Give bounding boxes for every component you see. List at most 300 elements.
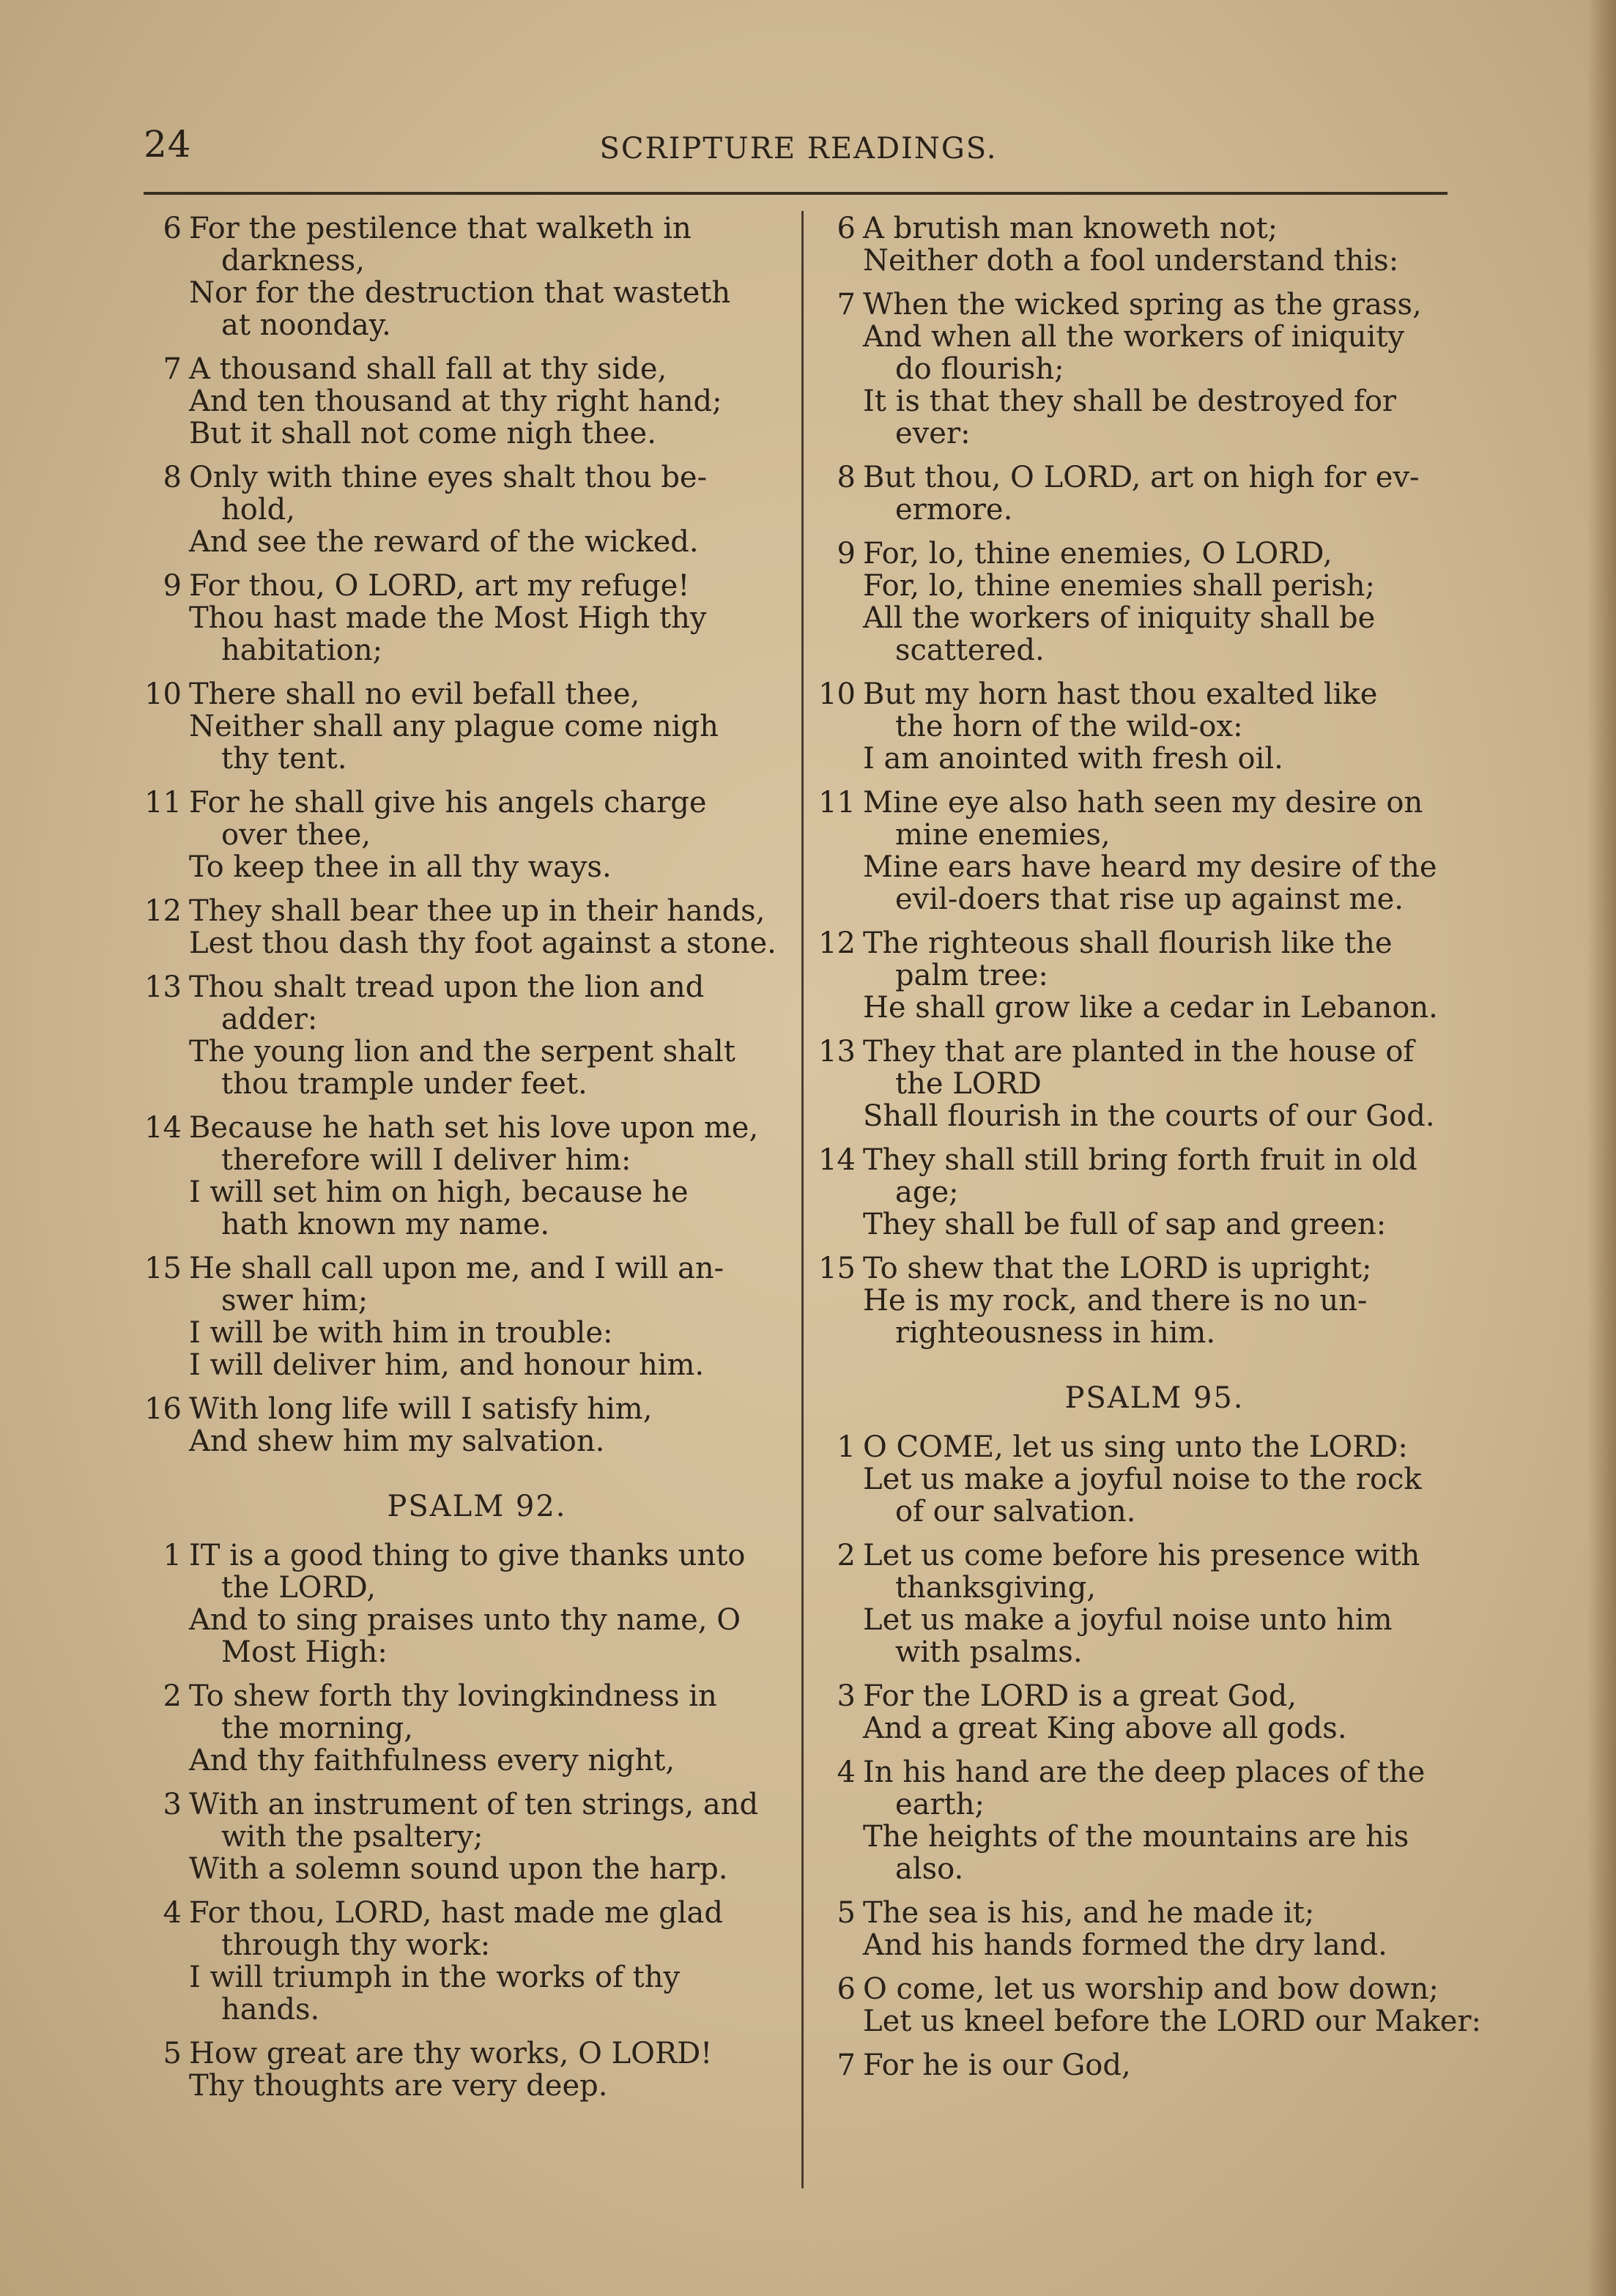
verse-text: thanksgiving, [895, 1571, 1097, 1605]
verse [818, 1972, 1482, 2038]
verse-text: For thou, O LORD, art my refuge! [189, 569, 690, 603]
verse-line [818, 538, 1462, 570]
verse-number: 3 [837, 1679, 856, 1713]
verse-line [818, 959, 1462, 992]
verse-number [818, 1068, 863, 1100]
psalm-heading: PSALM 92. [387, 1490, 567, 1523]
page-edge-shadow [1587, 0, 1616, 2296]
verse-number [818, 1821, 863, 1853]
verse-line [818, 2005, 1482, 2038]
verse-text: For he is our God, [863, 2048, 1131, 2082]
verse-number: 15 [818, 1252, 856, 1285]
verse-text: And shew him my salvation. [189, 1424, 605, 1458]
verse-number [144, 417, 189, 450]
page-number: 24 [144, 123, 192, 166]
verse-text: And when all the workers of iniquity [863, 320, 1404, 354]
verse-line [818, 1431, 1462, 1463]
verse-text: I will triumph in the works of thy [189, 1961, 681, 1994]
verse-number [818, 321, 863, 353]
verse-line [818, 1036, 1462, 1068]
verse-number [818, 1176, 863, 1208]
verse-line [144, 570, 781, 602]
verse-text: Thou shalt tread upon the lion and [189, 970, 705, 1004]
verse-number [144, 1636, 189, 1668]
verse-text: hath known my name. [221, 1208, 550, 1241]
verse-line [144, 1853, 781, 1885]
verse-text: They shall still bring forth fruit in old [863, 1143, 1417, 1177]
verse-text: They that are planted in the house of [863, 1035, 1415, 1069]
verse-text: the horn of the wild-ox: [895, 710, 1243, 743]
verse-number: 5 [837, 1896, 856, 1930]
verse-text: righteousness in him. [895, 1316, 1216, 1350]
verse-text: Shall flourish in the courts of our God. [863, 1099, 1435, 1133]
verse-text: Let us make a joyful noise to the rock [863, 1463, 1422, 1496]
verse [144, 1112, 781, 1241]
verse-line [144, 1929, 781, 1961]
verse-number [818, 1285, 863, 1317]
verse-text: There shall no evil befall thee, [189, 677, 640, 711]
verse [818, 538, 1462, 666]
verse-number [818, 353, 863, 385]
verse-line [818, 1604, 1462, 1636]
verse-text: The young lion and the serpent shalt [189, 1035, 735, 1069]
verse-text: How great are thy works, O LORD! [189, 2037, 713, 2070]
verse [144, 1393, 781, 1457]
verse-line [818, 1680, 1462, 1712]
verse-text: With a solemn sound upon the harp. [189, 1852, 728, 1886]
verse-line [144, 634, 781, 666]
verse-line [144, 1425, 781, 1457]
verse-text: of our salvation. [895, 1495, 1136, 1528]
verse [144, 1897, 781, 2026]
verse-text: And see the reward of the wicked. [189, 525, 699, 559]
verse-number [818, 634, 863, 666]
verse-number [818, 494, 863, 526]
verse-line [144, 277, 781, 309]
verse-number [144, 634, 189, 666]
verse-line [818, 1788, 1462, 1821]
verse-text: And to sing praises unto thy name, O [189, 1603, 741, 1637]
verse-number [818, 1463, 863, 1496]
verse-line [144, 1572, 781, 1604]
verse-number: 10 [818, 677, 856, 711]
verse-line [818, 1929, 1462, 1961]
verse-text: A thousand shall fall at thy side, [189, 352, 667, 386]
left-column [144, 212, 781, 2114]
verse-number [144, 1961, 189, 1994]
verse-number: 8 [163, 461, 182, 494]
verse-line [144, 494, 781, 526]
verse-line [144, 2070, 781, 2102]
verse-line [818, 570, 1462, 602]
verse-text: with psalms. [895, 1635, 1083, 1669]
verse-number [144, 245, 189, 277]
verse-line [144, 385, 781, 417]
verse-text: A brutish man knoweth not; [863, 212, 1278, 245]
verse-line [818, 1636, 1462, 1668]
verse-line [818, 710, 1462, 743]
verse [144, 678, 781, 775]
verse-number: 2 [837, 1539, 856, 1572]
verse-number [818, 710, 863, 743]
verse-number: 7 [837, 288, 856, 322]
verse-number [144, 927, 189, 959]
verse-number [144, 1317, 189, 1349]
verse-text: I am anointed with fresh oil. [863, 742, 1283, 776]
verse-text: evil-doers that rise up against me. [895, 883, 1404, 916]
verse [818, 1897, 1462, 1961]
verse-text: Most High: [221, 1635, 388, 1669]
verse-line [818, 992, 1462, 1024]
verse-text: over thee, [221, 818, 371, 852]
verse-text: They shall be full of sap and green: [863, 1208, 1387, 1241]
verse-line [144, 1252, 781, 1285]
verse [144, 2037, 781, 2102]
verse-number [818, 1853, 863, 1885]
verse-text: Let us make a joyful noise unto him [863, 1603, 1393, 1637]
verse-text: with the psaltery; [221, 1820, 483, 1854]
verse-number [144, 526, 189, 558]
verse-text: the LORD [895, 1067, 1042, 1101]
verse-line [144, 1712, 781, 1745]
verse-line [818, 1144, 1462, 1176]
verse [144, 1539, 781, 1668]
verse-text: In his hand are the deep places of the [863, 1756, 1426, 1789]
verse [818, 1756, 1462, 1885]
verse-group [144, 1539, 781, 2102]
verse-text: For he shall give his angels charge [189, 786, 707, 820]
verse-number: 1 [163, 1539, 182, 1572]
verse-line [144, 1636, 781, 1668]
verse-number: 6 [837, 1972, 856, 2006]
verse-number [144, 1572, 189, 1604]
verse [144, 1788, 781, 1885]
verse-number [818, 883, 863, 915]
verse [818, 1431, 1462, 1528]
verse-line [818, 1973, 1462, 2005]
verse-number [818, 245, 863, 277]
verse-number: 2 [163, 1679, 182, 1713]
verse-text: He is my rock, and there is no un- [863, 1284, 1368, 1318]
verse-line [144, 309, 781, 341]
verse-number [144, 602, 189, 634]
verse-line [818, 1068, 1462, 1100]
verse-number: 14 [818, 1143, 856, 1177]
verse-line [818, 1100, 1462, 1132]
verse-text: For, lo, thine enemies shall perish; [863, 569, 1376, 603]
verse-line [818, 883, 1462, 915]
verse-line [144, 710, 781, 743]
verse-text: Neither doth a fool understand this: [863, 244, 1399, 278]
verse-text: Because he hath set his love upon me, [189, 1111, 759, 1145]
header-rule [144, 192, 1448, 195]
verse-text: do flourish; [895, 352, 1064, 386]
verse-line [818, 1853, 1462, 1885]
verse-number: 3 [163, 1788, 182, 1821]
verse-number [818, 1496, 863, 1528]
verse-line [144, 678, 781, 710]
verse-number: 1 [837, 1430, 856, 1464]
verse-text: Mine ears have heard my desire of the [863, 850, 1437, 884]
verse-number [818, 1572, 863, 1604]
verse-text: And a great King above all gods. [863, 1712, 1347, 1745]
verse-line [144, 245, 781, 277]
verse [144, 895, 781, 959]
verse [144, 971, 781, 1100]
verse-number [144, 1144, 189, 1176]
verse-line [144, 212, 781, 245]
verse-number [144, 1068, 189, 1100]
verse [818, 461, 1462, 526]
verse-text: I will set him on high, because he [189, 1175, 689, 1209]
verse-line [818, 1496, 1462, 1528]
verse-line [818, 634, 1462, 666]
verse [144, 461, 781, 558]
verse-line [818, 494, 1462, 526]
verse-line [144, 1349, 781, 1381]
verse-text: It is that they shall be destroyed for [863, 384, 1397, 418]
verse-text: the morning, [221, 1712, 413, 1745]
verse [144, 570, 781, 666]
verse-number [818, 1317, 863, 1349]
verse-line [144, 602, 781, 634]
verse-line [144, 1003, 781, 1036]
verse-text: habitation; [221, 634, 383, 667]
verse-text: Lest thou dash thy foot against a stone. [189, 926, 777, 960]
verse [818, 2049, 1462, 2081]
verse-line [818, 1572, 1462, 1604]
verse-number [818, 743, 863, 775]
verse-number [818, 2005, 863, 2037]
verse-line [144, 1539, 781, 1572]
verse-group [144, 212, 781, 1457]
verse-text: IT is a good thing to give thanks unto [189, 1539, 746, 1572]
verse-number [818, 602, 863, 634]
verse-text: To shew forth thy lovingkindness in [189, 1679, 717, 1713]
verse-number [818, 1636, 863, 1668]
verse-number [144, 1821, 189, 1853]
verse-line [818, 212, 1462, 245]
verse-text: Nor for the destruction that wasteth [189, 276, 731, 310]
verse-text: thou trample under feet. [221, 1067, 588, 1101]
verse-line [818, 245, 1462, 277]
verse-text: I will deliver him, and honour him. [189, 1348, 705, 1382]
verse-group [818, 212, 1462, 1349]
verse-number: 6 [163, 212, 182, 245]
verse-text: thy tent. [221, 742, 347, 776]
verse-text: But thou, O LORD, art on high for ev- [863, 461, 1420, 494]
verse [144, 212, 781, 341]
verse-line [818, 1285, 1462, 1317]
verse-text: scattered. [895, 634, 1045, 667]
verse-line [818, 417, 1462, 450]
verse-line [144, 1068, 781, 1100]
verse [818, 927, 1462, 1024]
running-title: SCRIPTURE READINGS. [599, 132, 998, 166]
verse-number [144, 385, 189, 417]
verse-text: Thou hast made the Most High thy [189, 601, 707, 635]
verse-text: mine enemies, [895, 818, 1111, 852]
verse-number: 16 [144, 1392, 182, 1426]
verse-text: darkness, [221, 244, 366, 278]
verse-line [144, 819, 781, 851]
verse-text: The heights of the mountains are his [863, 1820, 1409, 1854]
verse-text: Let us come before his presence with [863, 1539, 1420, 1572]
verse-number [144, 1036, 189, 1068]
verse-text: Thy thoughts are very deep. [189, 2069, 608, 2103]
verse-number [144, 1285, 189, 1317]
verse-text: age; [895, 1175, 959, 1209]
verse-line [818, 2049, 1462, 2081]
verse-line [144, 787, 781, 819]
verse-line [144, 1285, 781, 1317]
verse-number [818, 1788, 863, 1821]
verse-line [818, 353, 1462, 385]
verse-text: Neither shall any plague come nigh [189, 710, 719, 743]
verse-text: For thou, LORD, hast made me glad [189, 1896, 724, 1930]
verse-number: 11 [144, 786, 182, 820]
verse-number: 12 [818, 926, 856, 960]
verse-text: Mine eye also hath seen my desire on [863, 786, 1423, 820]
verse-number: 13 [144, 970, 182, 1004]
verse-text: earth; [895, 1788, 985, 1821]
verse-line [818, 1897, 1462, 1929]
verse-number: 9 [837, 537, 856, 571]
verse-line [818, 1463, 1462, 1496]
verse-number [818, 1712, 863, 1745]
verse-number [818, 851, 863, 883]
verse-line [144, 971, 781, 1003]
verse-text: at noonday. [221, 308, 391, 342]
verse [144, 353, 781, 450]
verse-number [818, 385, 863, 417]
verse-number [818, 1604, 863, 1636]
verse-text: swer him; [221, 1284, 368, 1318]
verse-number: 12 [144, 894, 182, 928]
verse-number [144, 851, 189, 883]
verse-number [144, 309, 189, 341]
verse-number [144, 1208, 189, 1241]
verse-text: For the pestilence that walketh in [189, 212, 692, 245]
verse-text: For, lo, thine enemies, O LORD, [863, 537, 1333, 571]
verse-line [144, 353, 781, 385]
verse-line [144, 927, 781, 959]
verse-line [818, 1252, 1462, 1285]
verse-text: When the wicked spring as the grass, [863, 288, 1422, 322]
verse [818, 212, 1462, 277]
verse [818, 1539, 1462, 1668]
verse-text: The sea is his, and he made it; [863, 1896, 1315, 1930]
verse-number [144, 1994, 189, 2026]
verse-number [144, 1929, 189, 1961]
verse-number: 14 [144, 1111, 182, 1145]
verse-text: Only with thine eyes shalt thou be- [189, 461, 708, 494]
verse-text: ermore. [895, 493, 1013, 527]
verse-text: They shall bear thee up in their hands, [189, 894, 766, 928]
verse-number [144, 1349, 189, 1381]
verse [144, 1252, 781, 1381]
verse-line [144, 1897, 781, 1929]
verse-line [818, 461, 1462, 494]
verse-line [818, 743, 1462, 775]
verse-text: With long life will I satisfy him, [189, 1392, 653, 1426]
verse-line [818, 927, 1462, 959]
verse-line [818, 819, 1462, 851]
verse-number: 11 [818, 786, 856, 820]
verse-number [144, 1712, 189, 1745]
verse [818, 678, 1462, 775]
verse-number [144, 494, 189, 526]
verse-number [144, 277, 189, 309]
verse-number: 10 [144, 677, 182, 711]
verse [818, 289, 1462, 450]
verse-line [818, 321, 1462, 353]
psalm-heading: PSALM 95. [1064, 1381, 1245, 1415]
verse-number [144, 819, 189, 851]
verse-line [818, 678, 1462, 710]
verse-line [144, 895, 781, 927]
verse-text: I will be with him in trouble: [189, 1316, 613, 1350]
verse-line [144, 417, 781, 450]
verse-line [144, 1994, 781, 2026]
verse-number [818, 1929, 863, 1961]
verse-number [818, 1100, 863, 1132]
verse-number [144, 743, 189, 775]
verse-line [144, 1393, 781, 1425]
verse-line [818, 1712, 1462, 1745]
column-divider [801, 211, 804, 2188]
verse-text: But my horn hast thou exalted like [863, 677, 1378, 711]
verse-line [818, 1317, 1462, 1349]
verse-text: hold, [221, 493, 295, 527]
verse-number [818, 819, 863, 851]
verse-line [144, 1208, 781, 1241]
verse-line [144, 1317, 781, 1349]
verse-text: O COME, let us sing unto the LORD: [863, 1430, 1408, 1464]
verse-line [818, 1756, 1462, 1788]
verse-number [144, 1853, 189, 1885]
verse-number [818, 417, 863, 450]
verse-text: And ten thousand at thy right hand; [189, 384, 722, 418]
verse-line [144, 1788, 781, 1821]
verse-line [818, 787, 1462, 819]
verse-line [144, 461, 781, 494]
verse [818, 1252, 1462, 1349]
verse-line [144, 743, 781, 775]
right-column [818, 212, 1482, 2093]
verse [818, 1680, 1462, 1745]
verse-line [144, 1680, 781, 1712]
verse-line [818, 1176, 1462, 1208]
verse-line [144, 1821, 781, 1853]
verse-text: the LORD, [221, 1571, 377, 1605]
verse-number [144, 1604, 189, 1636]
verse-line [818, 1208, 1462, 1241]
verse-text: He shall grow like a cedar in Lebanon. [863, 991, 1438, 1025]
verse-line [144, 526, 781, 558]
verse-number: 4 [163, 1896, 182, 1930]
verse-number [144, 1425, 189, 1457]
verse-text: And thy faithfulness every night, [189, 1744, 675, 1777]
verse-number [144, 1745, 189, 1777]
verse-text: O come, let us worship and bow down; [863, 1972, 1439, 2006]
verse-line [144, 1112, 781, 1144]
verse-text: All the workers of iniquity shall be [863, 601, 1376, 635]
verse-text: But it shall not come nigh thee. [189, 417, 656, 450]
verse-text: For the LORD is a great God, [863, 1679, 1297, 1713]
verse [818, 1144, 1462, 1241]
verse-line [818, 851, 1462, 883]
